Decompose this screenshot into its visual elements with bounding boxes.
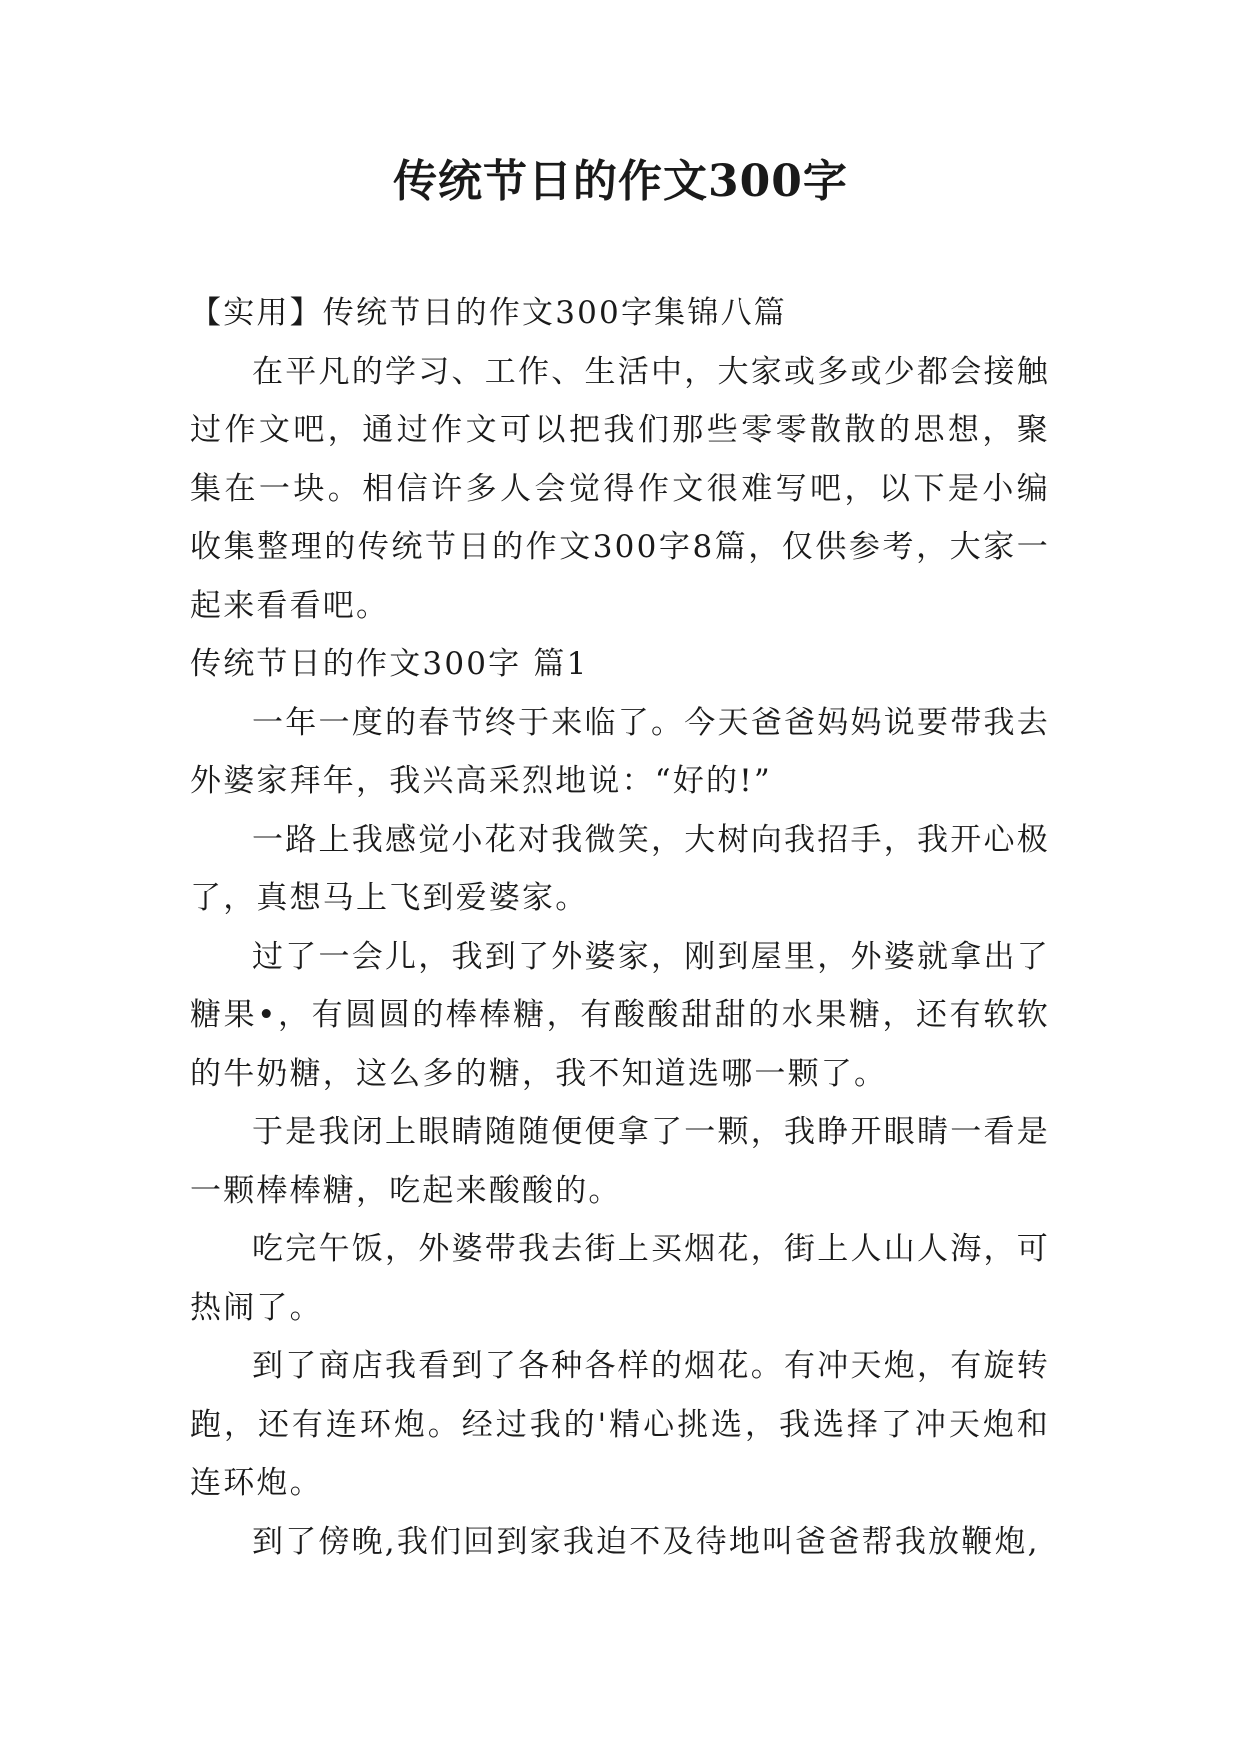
body-paragraph: 吃完午饭，外婆带我去街上买烟花，街上人山人海，可热闹了。 [190, 1231, 1050, 1326]
intro-paragraph: 在平凡的学习、工作、生活中，大家或多或少都会接触过作文吧，通过作文可以把我们那些零零散散的思想，聚集在一块。相信许多人会觉得作文很难写吧，以下是小编收集整理的传统节日的作文300字8篇，仅供参考，大家一起来看看吧。 [190, 353, 1050, 624]
document-title: 传统节日的作文300字 [393, 156, 848, 207]
body-paragraph: 到了商店我看到了各种各样的烟花。有冲天炮，有旋转跑，还有连环炮。经过我的'精心挑选，我选择了冲天炮和连环炮。 [190, 1348, 1050, 1501]
subtitle-line: 【实用】传统节日的作文300字集锦八篇 [190, 295, 787, 331]
body-paragraph: 于是我闭上眼睛随随便便拿了一颗，我睁开眼睛一看是一颗棒棒糖，吃起来酸酸的。 [190, 1114, 1050, 1209]
section-heading: 传统节日的作文300字 篇1 [190, 646, 589, 682]
body-paragraph: 到了傍晚,我们回到家我迫不及待地叫爸爸帮我放鞭炮, [252, 1523, 1040, 1560]
body-paragraph: 一年一度的春节终于来临了。今天爸爸妈妈说要带我去外婆家拜年，我兴高采烈地说：“好的!” [190, 704, 1050, 799]
body-paragraph: 过了一会儿，我到了外婆家，刚到屋里，外婆就拿出了糖果•，有圆圆的棒棒糖，有酸酸甜甜的水果糖，还有软软的牛奶糖，这么多的糖，我不知道选哪一颗了。 [190, 938, 1050, 1092]
document-body [190, 284, 1050, 1571]
body-paragraph: 一路上我感觉小花对我微笑，大树向我招手，我开心极了，真想马上飞到爱婆家。 [190, 821, 1050, 916]
